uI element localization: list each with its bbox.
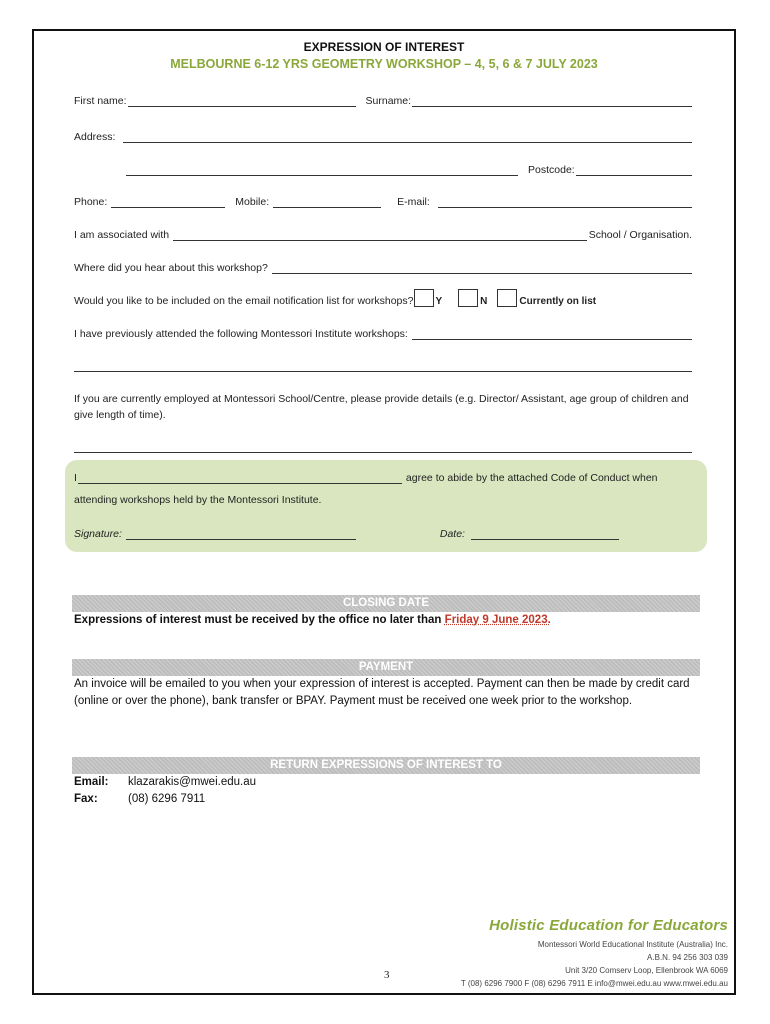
previous-row [74,328,692,340]
association-row [74,229,692,241]
employment-text: If you are currently employed at Montessori School/Centre, please provide details (e.g. Director/ Assistant, age group of children and give length of time). [74,393,689,421]
contact-row [74,196,692,208]
mobile-label: Mobile: [235,196,270,208]
employment-line-row [74,442,692,453]
hear-label: Where did you hear about this workshop? [74,262,268,274]
postcode-label: Postcode: [528,164,575,176]
address-field[interactable] [123,132,692,143]
email-list-row [74,289,692,307]
closing-date-text [74,612,698,629]
hear-row [74,262,692,274]
return-fax-row [74,791,698,808]
closing-text: Expressions of interest must be received by the office no later than [74,614,442,626]
checkbox-no[interactable] [458,289,478,307]
option-yes-label: Y [435,296,443,307]
date-label: Date: [439,528,465,540]
agreement-text: agree to abide by the attached Code of Conduct when [405,472,658,484]
previous-field[interactable] [412,329,692,340]
signature-label: Signature: [74,528,122,540]
closing-date-heading: CLOSING DATE [72,595,700,612]
email-field[interactable] [438,197,692,208]
date-field[interactable] [471,529,619,540]
footer-org: Montessori World Educational Institute (Australia) Inc. [537,940,728,949]
page-number: 3 [384,969,390,981]
address-line2-field[interactable] [126,165,518,176]
return-fax-label: Fax: [74,793,98,805]
option-no-label: N [480,296,488,307]
return-email-row [74,774,698,791]
postcode-field[interactable] [576,165,692,176]
option-current-label: Currently on list [519,296,597,307]
mobile-field[interactable] [273,197,381,208]
return-email-label: Email: [74,776,109,788]
checkbox-currently-on-list[interactable] [497,289,517,307]
agreement-panel [65,460,707,552]
return-fax-value: (08) 6296 7911 [128,793,206,805]
organisation-field[interactable] [173,230,587,241]
associated-label: I am associated with [74,229,170,241]
previous-line2-row [74,361,692,372]
brand-logo-text: Holistic Education for Educators [489,917,728,934]
email-list-label: Would you like to be included on the email notification list for workshops? [74,295,414,307]
first-name-label: First name: [74,95,127,107]
return-email-value[interactable]: klazarakis@mwei.edu.au [128,776,257,788]
footer-abn: A.B.N. 94 256 303 039 [647,953,728,962]
address-row [74,131,692,143]
previous-label: I have previously attended the following Montessori Institute workshops: [74,328,408,340]
payment-text: An invoice will be emailed to you when your expression of interest is accepted. Payment can then be made by credit card (online or over the phone), bank transfer or BPAY. Payment must be received one week prior to the workshop. [74,678,690,707]
school-label: School / Organisation. [588,229,692,241]
surname-field[interactable] [412,96,692,107]
signature-row [74,528,697,540]
previous-line2-field[interactable] [74,361,692,372]
name-row [74,95,692,107]
form-page [32,29,736,995]
payment-heading: PAYMENT [72,659,700,676]
return-heading: RETURN EXPRESSIONS OF INTEREST TO [72,757,700,774]
first-name-field[interactable] [128,96,356,107]
checkbox-yes[interactable] [414,289,434,307]
phone-field[interactable] [111,197,225,208]
phone-label: Phone: [74,196,108,208]
address-label: Address: [74,131,116,143]
footer-address: Unit 3/20 Comserv Loop, Ellenbrook WA 6069 [565,966,728,975]
surname-label: Surname: [365,95,412,107]
signature-field[interactable] [126,529,356,540]
closing-date-value: Friday 9 June 2023. [444,614,551,626]
footer-contact: T (08) 6296 7900 F (08) 6296 7911 E info@mwei.edu.au www.mwei.edu.au [460,979,728,988]
workshop-subtitle: MELBOURNE 6-12 YRS GEOMETRY WORKSHOP – 4, 5, 6 & 7 JULY 2023 [170,57,598,71]
hear-field[interactable] [272,263,692,274]
employment-field[interactable] [74,442,692,453]
agreement-text-cont: attending workshops held by the Montessori Institute. [74,494,322,506]
agreement-row [74,472,697,484]
email-label: E-mail: [397,196,430,208]
agreement-i-label: I [74,472,77,484]
agreement-name-field[interactable] [78,473,402,484]
form-title: EXPRESSION OF INTEREST [303,40,465,54]
address-line2-row [74,164,692,176]
